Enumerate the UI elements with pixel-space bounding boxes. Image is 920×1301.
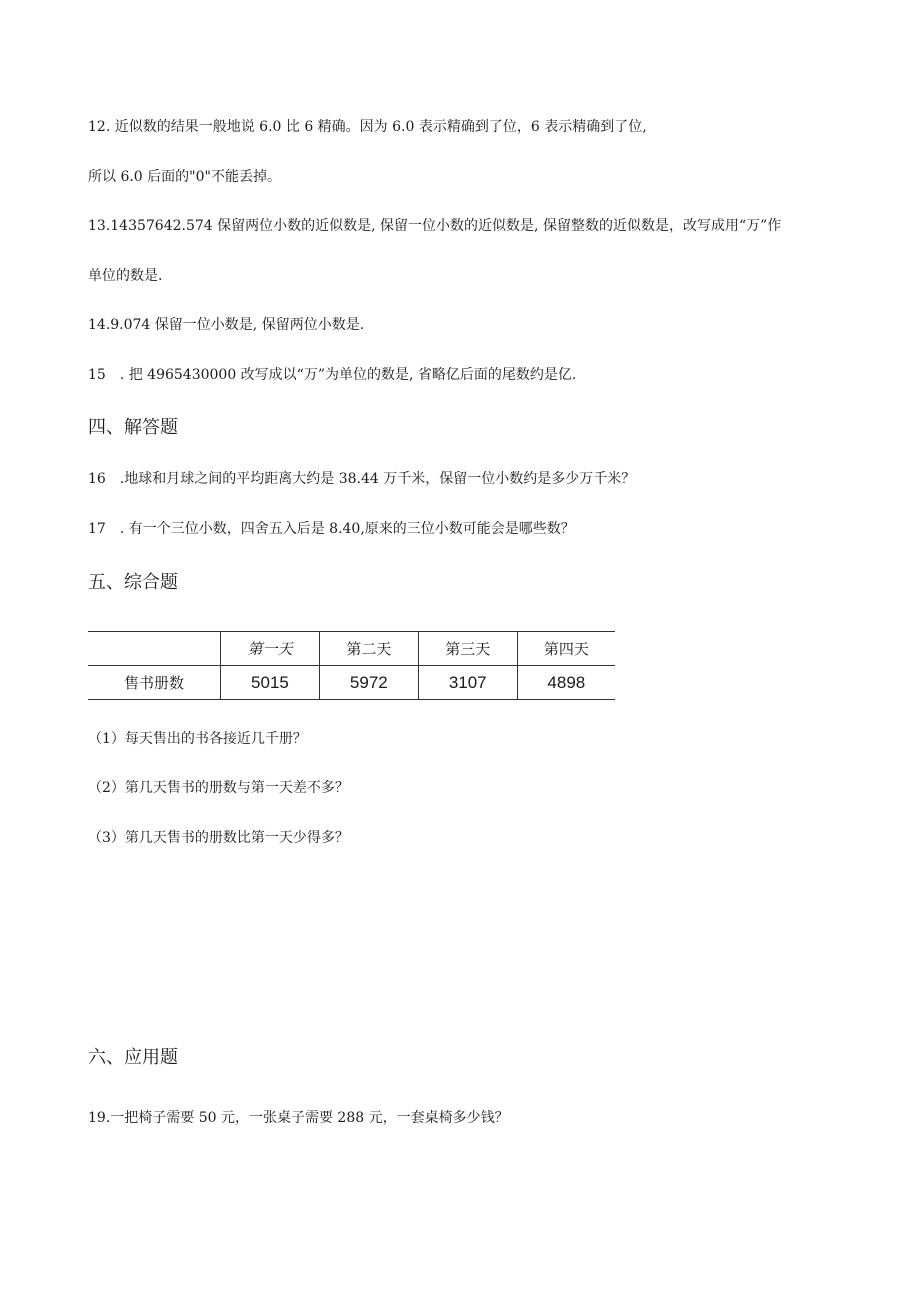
header-cell-day-4: 第四天	[517, 632, 615, 666]
book-sales-table	[88, 631, 615, 700]
header-cell-day-3: 第三天	[418, 632, 517, 666]
question-12-line-1: 12. 近似数的结果一般地说 6.0 比 6 精确。因为 6.0 表示精确到了位，6 表示精确到了位,	[88, 119, 647, 135]
question-13-line-1: 13.14357642.574 保留两位小数的近似数是, 保留一位小数的近似数是, 保留整数的近似数是，改写成用“万”作	[88, 218, 782, 234]
table-header-row	[88, 632, 615, 666]
header-cell-day-1: 第一天	[221, 632, 320, 666]
question-13-line-2: 单位的数是.	[88, 268, 163, 284]
value-day-2: 5972	[319, 666, 418, 700]
question-18-part-1: （1）每天售出的书各接近几千册？	[88, 731, 307, 747]
header-cell-day-2: 第二天	[319, 632, 418, 666]
section-heading-6: 六、应用题	[88, 1047, 178, 1068]
section-heading-5: 五、综合题	[88, 572, 178, 593]
question-12-line-2: 所以 6.0 后面的"0"不能丢掉。	[88, 169, 281, 185]
section-heading-4: 四、解答题	[88, 417, 178, 438]
question-18-part-2: （2）第几天售书的册数与第一天差不多？	[88, 780, 349, 796]
table-row	[88, 666, 615, 700]
question-18-part-3: （3）第几天售书的册数比第一天少得多？	[88, 830, 349, 846]
value-day-1: 5015	[221, 666, 320, 700]
question-17: 17 . 有一个三位小数，四舍五入后是 8.40,原来的三位小数可能会是哪些数？	[88, 521, 575, 537]
question-15: 15 . 把 4965430000 改写成以“万”为单位的数是, 省略亿后面的尾数约是亿.	[88, 367, 577, 383]
value-day-3: 3107	[418, 666, 517, 700]
header-cell-empty	[88, 632, 221, 666]
question-19: 19.一把椅子需要 50 元，一张桌子需要 288 元，一套桌椅多少钱？	[88, 1110, 509, 1126]
value-day-4: 4898	[517, 666, 615, 700]
question-16: 16 .地球和月球之间的平均距离大约是 38.44 万千米，保留一位小数约是多少万千米？	[88, 471, 636, 487]
question-14: 14.9.074 保留一位小数是, 保留两位小数是.	[88, 317, 365, 333]
row-label: 售书册数	[88, 666, 221, 700]
